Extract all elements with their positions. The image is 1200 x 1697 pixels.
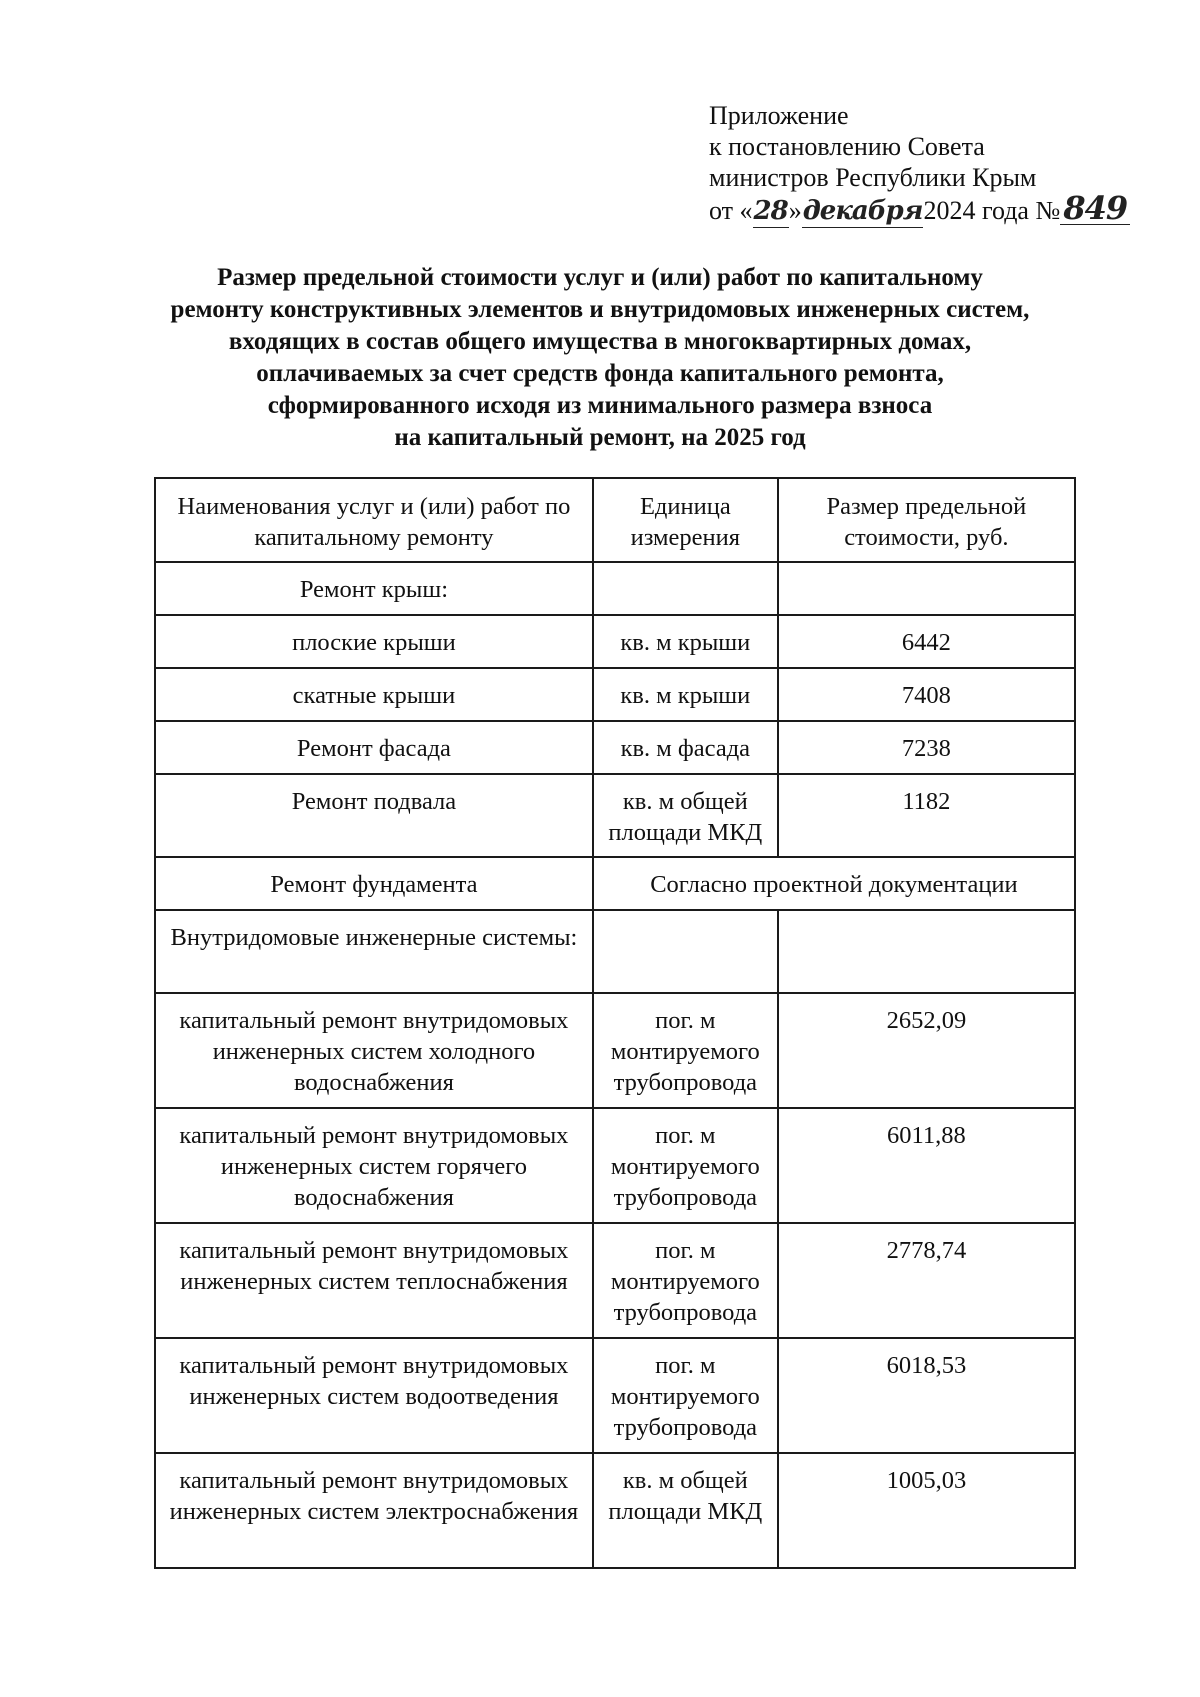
appendix-label: Приложение — [709, 101, 849, 130]
cell-name: Ремонт фасада — [155, 721, 593, 774]
title-line: входящих в состав общего имущества в многоквартирных домах, — [228, 328, 972, 355]
cell-name: капитальный ремонт внутридомовых инженерных систем водоотведения — [155, 1338, 593, 1453]
appendix-date-line — [709, 189, 1149, 228]
table-row — [155, 1453, 1075, 1568]
cell-unit: кв. м общей площади МКД — [593, 1453, 778, 1568]
cell-name: Внутридомовые инженерные системы: — [155, 910, 593, 993]
cell-price: 1182 — [778, 774, 1075, 857]
date-prefix: от « — [709, 196, 753, 225]
cell-name: капитальный ремонт внутридомовых инженерных систем горячего водоснабжения — [155, 1108, 593, 1223]
header-name: Наименования услуг и (или) работ по капитальному ремонту — [155, 478, 593, 562]
cell-price: 7408 — [778, 668, 1075, 721]
table-row — [155, 993, 1075, 1108]
table-row — [155, 910, 1075, 993]
cell-price: 6442 — [778, 615, 1075, 668]
cell-price: 2778,74 — [778, 1223, 1075, 1338]
cell-unit: пог. м монтируемого трубопровода — [593, 1223, 778, 1338]
title-line: оплачиваемых за счет средств фонда капитального ремонта, — [256, 360, 944, 387]
cell-unit: кв. м фасада — [593, 721, 778, 774]
table-row — [155, 721, 1075, 774]
table-row — [155, 562, 1075, 615]
document-title — [150, 262, 1050, 454]
table-row — [155, 1223, 1075, 1338]
header-unit: Единица измерения — [593, 478, 778, 562]
table-row — [155, 1338, 1075, 1453]
table-row — [155, 615, 1075, 668]
appendix-reference: к постановлению Совета — [709, 132, 985, 161]
cell-unit: кв. м общей площади МКД — [593, 774, 778, 857]
cell-price: 1005,03 — [778, 1453, 1075, 1568]
cell-unit: пог. м монтируемого трубопровода — [593, 993, 778, 1108]
cell-unit: кв. м крыши — [593, 615, 778, 668]
cell-name: капитальный ремонт внутридомовых инженерных систем электроснабжения — [155, 1453, 593, 1568]
title-line: Размер предельной стоимости услуг и (или) работ по капитальному — [217, 264, 983, 291]
handwritten-month: декабря — [802, 196, 923, 226]
cell-price — [778, 910, 1075, 993]
cell-unit — [593, 910, 778, 993]
cell-merged-note: Согласно проектной документации — [593, 857, 1075, 910]
cell-unit: пог. м монтируемого трубопровода — [593, 1108, 778, 1223]
cell-price — [778, 562, 1075, 615]
cell-price: 6018,53 — [778, 1338, 1075, 1453]
date-mid: » — [788, 196, 802, 225]
title-line: ремонту конструктивных элементов и внутридомовых инженерных систем, — [170, 296, 1030, 323]
cell-name: Ремонт крыш: — [155, 562, 593, 615]
price-table — [154, 477, 1076, 1569]
cell-price: 7238 — [778, 721, 1075, 774]
table-row — [155, 668, 1075, 721]
table-row — [155, 1108, 1075, 1223]
header-price: Размер предельной стоимости, руб. — [778, 478, 1075, 562]
cell-name: плоские крыши — [155, 615, 593, 668]
handwritten-doc-number: 849 — [1060, 193, 1130, 225]
appendix-header — [709, 100, 1149, 228]
table-header-row — [155, 478, 1075, 562]
cell-price: 2652,09 — [778, 993, 1075, 1108]
cell-name: капитальный ремонт внутридомовых инженерных систем теплоснабжения — [155, 1223, 593, 1338]
cell-unit — [593, 562, 778, 615]
cell-name: капитальный ремонт внутридомовых инженерных систем холодного водоснабжения — [155, 993, 593, 1108]
table-row — [155, 774, 1075, 857]
handwritten-day: 28 — [753, 196, 788, 226]
date-year: 2024 года № — [923, 196, 1061, 225]
cell-price: 6011,88 — [778, 1108, 1075, 1223]
cell-name: скатные крыши — [155, 668, 593, 721]
title-line: на капитальный ремонт, на 2025 год — [394, 424, 806, 451]
title-line: сформированного исходя из минимального размера взноса — [267, 392, 933, 419]
cell-name: Ремонт фундамента — [155, 857, 593, 910]
cell-unit: пог. м монтируемого трубопровода — [593, 1338, 778, 1453]
cell-unit: кв. м крыши — [593, 668, 778, 721]
cell-name: Ремонт подвала — [155, 774, 593, 857]
table-row — [155, 857, 1075, 910]
appendix-authority: министров Республики Крым — [709, 163, 1037, 192]
